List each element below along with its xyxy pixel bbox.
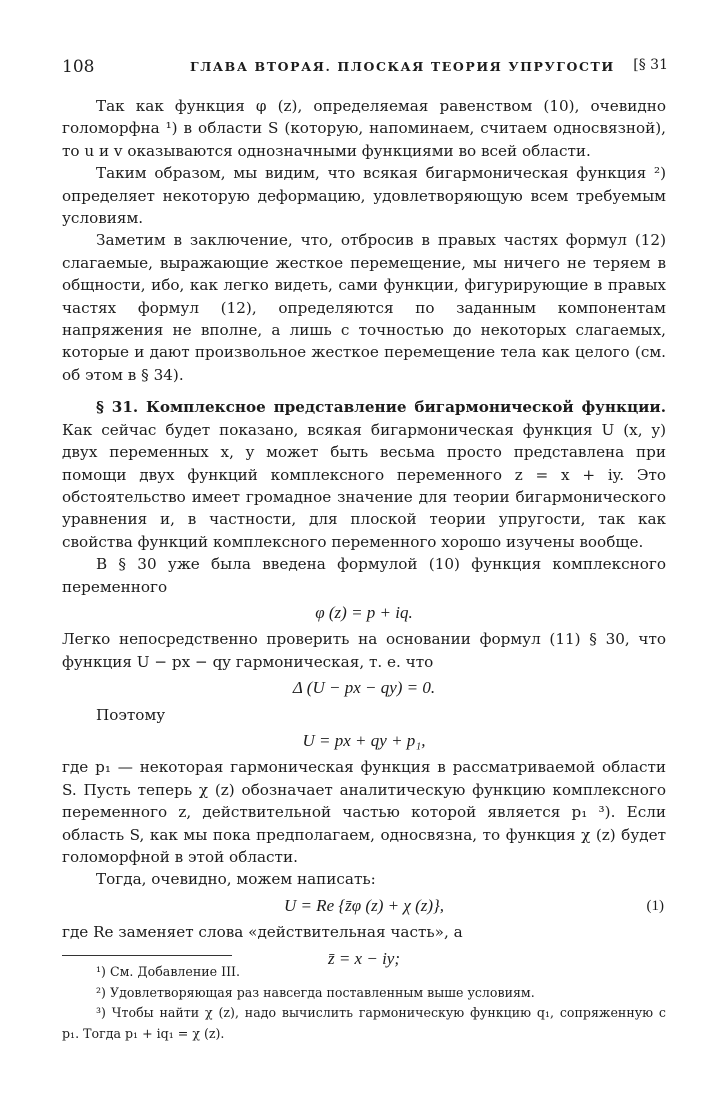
section-heading: § 31. Комплексное представление бигармонической функции. xyxy=(96,398,666,417)
equation-phi: φ (z) = p + iq. xyxy=(315,602,413,622)
equation-number: (1) xyxy=(646,897,664,914)
paragraph-2: Таким образом, мы видим, что всякая бигармоническая функция ²) определяет некоторую деформацию, удовлетворяющую всем требуемым условиям. xyxy=(62,164,666,228)
footnotes xyxy=(62,962,666,1044)
equation-u: U = px + qy + p₁, xyxy=(302,730,426,750)
equation-1 xyxy=(62,895,666,917)
paragraph-5: В § 30 уже была введена формулой (10) функция комплексного переменного xyxy=(62,555,666,596)
paragraph-10: где Re заменяет слова «действительная часть», а xyxy=(62,923,463,942)
paragraph-6: Легко непосредственно проверить на основании формул (11) § 30, что функция U − px − qy гармоническая, т. е. что xyxy=(62,630,666,671)
footnote-3: ³) Чтобы найти χ (z), надо вычислить гармоническую функцию q₁, сопряженную с p₁. Тогда p₁ + iq₁ = χ (z). xyxy=(62,1005,666,1041)
paragraph-3: Заметим в заключение, что, отбросив в правых частях формул (12) слагаемые, выражающие жесткое перемещение, мы ничего не теряем в общности, ибо, как легко видеть, сами функции, фигурирующие в правых частях формул (12), определяются по заданным компонентам напряжения не вполне, а лишь с точностью до некоторых слагаемых, которые и дают произвольное жесткое перемещение тела как целого (см. об этом в § 34). xyxy=(62,231,666,384)
main-text xyxy=(62,95,666,974)
paragraph-1: Так как функция φ (z), определяемая равенством (10), очевидно голоморфна ¹) в области S (которую, напоминаем, считаем односвязной), то u и v оказываются однозначными функциями во всей области. xyxy=(62,97,666,160)
section-reference: [§ 31 xyxy=(633,57,668,73)
equation-conjugate: z̄ = x − iy; xyxy=(327,948,401,968)
equation-1-body: U = Re {z̄φ (z) + χ (z)}, xyxy=(283,895,445,915)
footnote-1: ¹) См. Добавление III. xyxy=(96,964,241,979)
section-31-paragraph xyxy=(62,396,666,553)
paragraph-8: где p₁ — некоторая гармоническая функция в рассматриваемой области S. Пусть теперь χ (z) обозначает аналитическую функцию комплексного переменного z, действительной частью которой является p₁ ³). Если область S, как мы пока предполагаем, односвязна, то функция χ (z) будет голоморфной в этой области. xyxy=(62,758,666,866)
running-title: ГЛАВА ВТОРАЯ. ПЛОСКАЯ ТЕОРИЯ УПРУГОСТИ xyxy=(190,59,615,74)
running-header xyxy=(62,57,668,79)
paragraph-4: Как сейчас будет показано, всякая бигармоническая функция U (x, y) двух переменных x, y может быть весьма просто представлена при помощи двух функций комплексного переменного z = x + iy. Это обстоятельство имеет громадное значение для теории бигармонического уравнения и, в частности, для плоской теории упругости, так как свойства функций комплексного переменного хорошо изучены вообще. xyxy=(62,420,666,551)
paragraph-7: Поэтому xyxy=(96,705,166,724)
paragraph-9: Тогда, очевидно, можем написать: xyxy=(96,870,376,889)
page-number: 108 xyxy=(62,57,95,77)
footnote-rule xyxy=(62,955,232,956)
equation-laplacian: Δ (U − px − qy) = 0. xyxy=(292,678,436,698)
footnote-2: ²) Удовлетворяющая раз навсегда поставленным выше условиям. xyxy=(96,984,535,1000)
